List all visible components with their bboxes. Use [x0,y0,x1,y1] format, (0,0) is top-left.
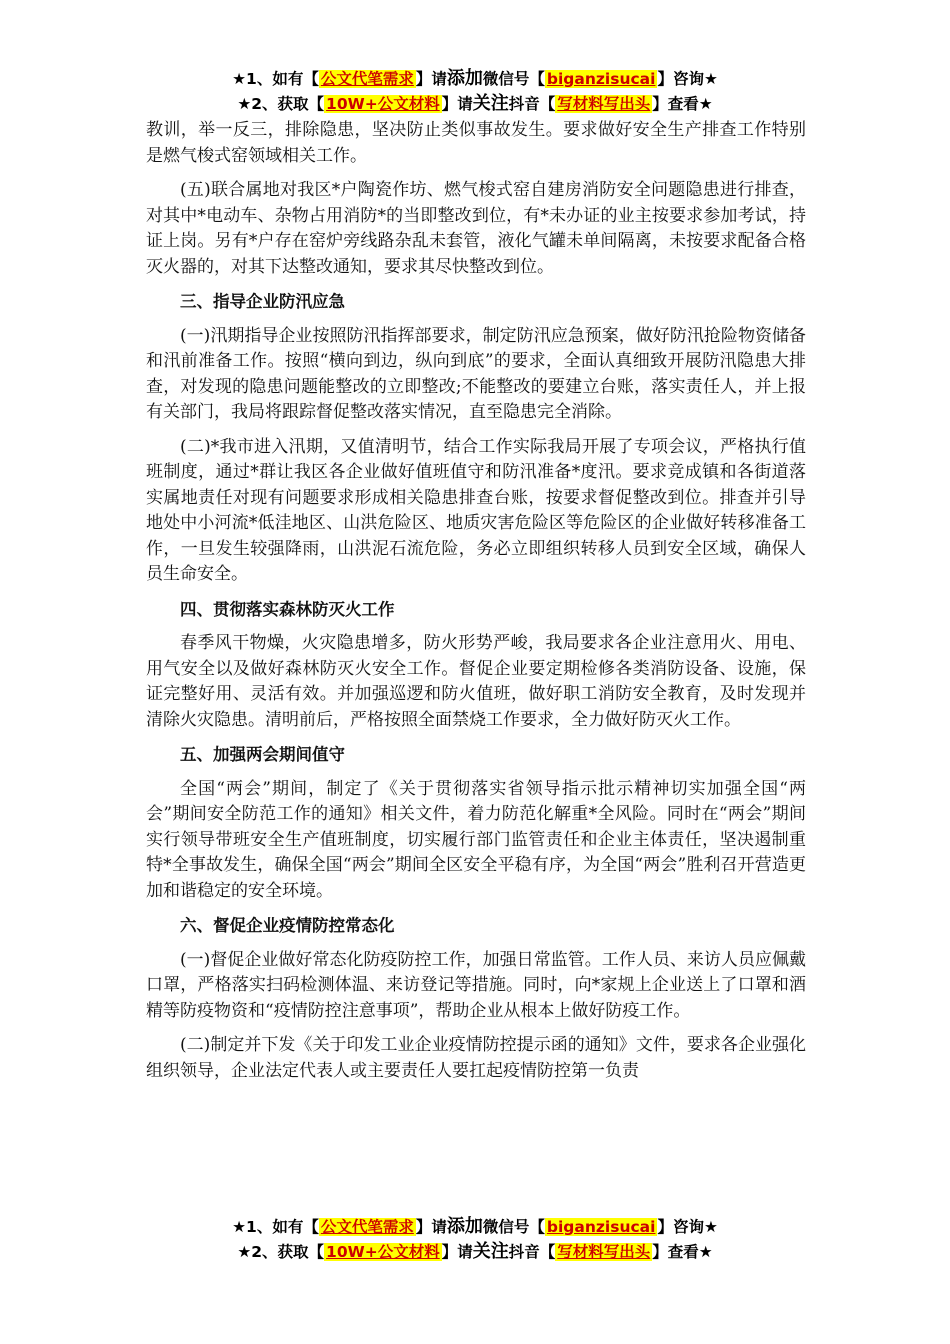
section-heading-4: 四、贯彻落实森林防灭火工作 [180,599,395,619]
promo-emphasis: 添加 [446,68,483,89]
promo-highlight-douyin[interactable]: 写材料写出头 [557,1243,651,1261]
section-heading-6: 六、督促企业疫情防控常态化 [180,916,395,935]
promo-text: 1、如有【 [246,1218,319,1236]
promo-text: 】请 [415,1218,447,1236]
paragraph-epidemic-1: (一)督促企业做好常态化防疫防控工作，加强日常监管。工作人员、来访人员应佩戴口罩，严格落实扫码检测体温、来访登记等措施。同时，向*家规上企业送上了口罩和酒精等防疫物资和“疫情防控注意事项”，帮助企业从根本上做好防疫工作。 [146,949,806,1021]
star-icon: ★ [237,1243,252,1261]
promo-highlight-materials[interactable]: 10W+公文材料 [326,1243,440,1261]
promo-highlight-service[interactable]: 公文代笔需求 [320,1218,414,1236]
paragraph-flood-2: (二)*我市进入汛期，又值清明节，结合工作实际我局开展了专项会议，严格执行值班制度，通过*群让我区各企业做好值班值守和防汛准备*度汛。要求竞成镇和各街道落实属地责任对现有问题要求形成相关隐患排查台账，按要求督促整改到位。排查并引导地处中小河流*低洼地区、山洪危险区、地质灾害危险区等危险区的企业做好转移准备工作，一旦发生较强降雨，山洪泥石流危险，务必立即组织转移人员到安全区域，确保人员生命安全。 [146,436,806,584]
paragraph-forest-fire: 春季风干物燥，火灾隐患增多，防火形势严峻，我局要求各企业注意用火、用电、用气安全以及做好森林防灭火安全工作。督促企业要定期检修各类消防设备、设施，保证完整好用、灵活有效。并加强巡逻和防火值班，做好职工消防安全教育，及时发现并清除火灾隐患。清明前后，严格按照全面禁烧工作要求，全力做好防灭火工作。 [146,633,806,730]
document-body [146,118,806,1093]
paragraph-item-5: (五)联合属地对我区*户陶瓷作坊、燃气梭式窑自建房消防安全问题隐患进行排查，对其中*电动车、杂物占用消防*的当即整改到位，有*未办证的业主按要求参加考试，持证上岗。另有*户存在窑炉旁线路杂乱未套管，液化气罐未单间隔离，未按要求配备合格灭火器的，对其下达整改通知，要求其尽快整改到位。 [146,180,806,277]
promo-text: 1、如有【 [246,70,319,88]
promo-emphasis: 关注 [472,93,509,114]
promo-emphasis: 关注 [472,1241,509,1262]
promo-text: 】咨询★ [657,1218,718,1236]
promo-line-1 [0,1214,950,1239]
promo-text: 2、获取【 [251,95,325,113]
promo-highlight-wechat-id[interactable]: biganzisucai [546,70,656,88]
promo-text: 】咨询★ [657,70,718,88]
paragraph-two-sessions: 全国“两会”期间，制定了《关于贯彻落实省领导指示批示精神切实加强全国“两会”期间安全防范工作的通知》相关文件，着力防范化解重*全风险。同时在“两会”期间实行领导带班安全生产值班制度，切实履行部门监管责任和企业主体责任，坚决遏制重特*全事故发生，确保全国“两会”期间全区安全平稳有序，为全国“两会”胜利召开营造更加和谐稳定的安全环境。 [146,778,806,901]
promo-line-1 [0,66,950,91]
paragraph-epidemic-2: (二)制定并下发《关于印发工业企业疫情防控提示函的通知》文件，要求各企业强化组织领导，企业法定代表人或主要责任人要扛起疫情防控第一负责 [146,1035,806,1081]
star-icon: ★ [232,1218,247,1236]
paragraph-continued: 教训，举一反三，排除隐患，坚决防止类似事故发生。要求做好安全生产排查工作特别是燃气梭式窑领域相关工作。 [146,120,806,166]
promo-text: 】请 [415,70,447,88]
star-icon: ★ [232,70,247,88]
promo-text: 抖音【 [508,95,556,113]
section-heading-5: 五、加强两会期间值守 [180,745,345,764]
promo-banner-bottom [0,1214,950,1264]
promo-text: 2、获取【 [251,1243,325,1261]
star-icon: ★ [237,95,252,113]
promo-text: 】请 [441,95,473,113]
promo-emphasis: 添加 [446,1216,483,1237]
promo-line-2 [0,91,950,116]
promo-highlight-service[interactable]: 公文代笔需求 [320,70,414,88]
promo-text: 】请 [441,1243,473,1261]
promo-line-2 [0,1239,950,1264]
promo-banner-top [0,66,950,116]
paragraph-flood-1: (一)汛期指导企业按照防汛指挥部要求，制定防汛应急预案，做好防汛抢险物资储备和汛前准备工作。按照“横向到边，纵向到底”的要求，全面认真细致开展防汛隐患大排查，对发现的隐患问题能整改的立即整改;不能整改的要建立台账，落实责任人，并上报有关部门，我局将跟踪督促整改落实情况，直至隐患完全消除。 [146,325,806,422]
promo-text: 】查看★ [652,95,713,113]
promo-text: 】查看★ [652,1243,713,1261]
promo-highlight-douyin[interactable]: 写材料写出头 [557,95,651,113]
promo-text: 微信号【 [482,1218,545,1236]
promo-highlight-materials[interactable]: 10W+公文材料 [326,95,440,113]
section-heading-3: 三、指导企业防汛应急 [180,292,345,311]
promo-highlight-wechat-id[interactable]: biganzisucai [546,1218,656,1236]
promo-text: 抖音【 [508,1243,556,1261]
promo-text: 微信号【 [482,70,545,88]
